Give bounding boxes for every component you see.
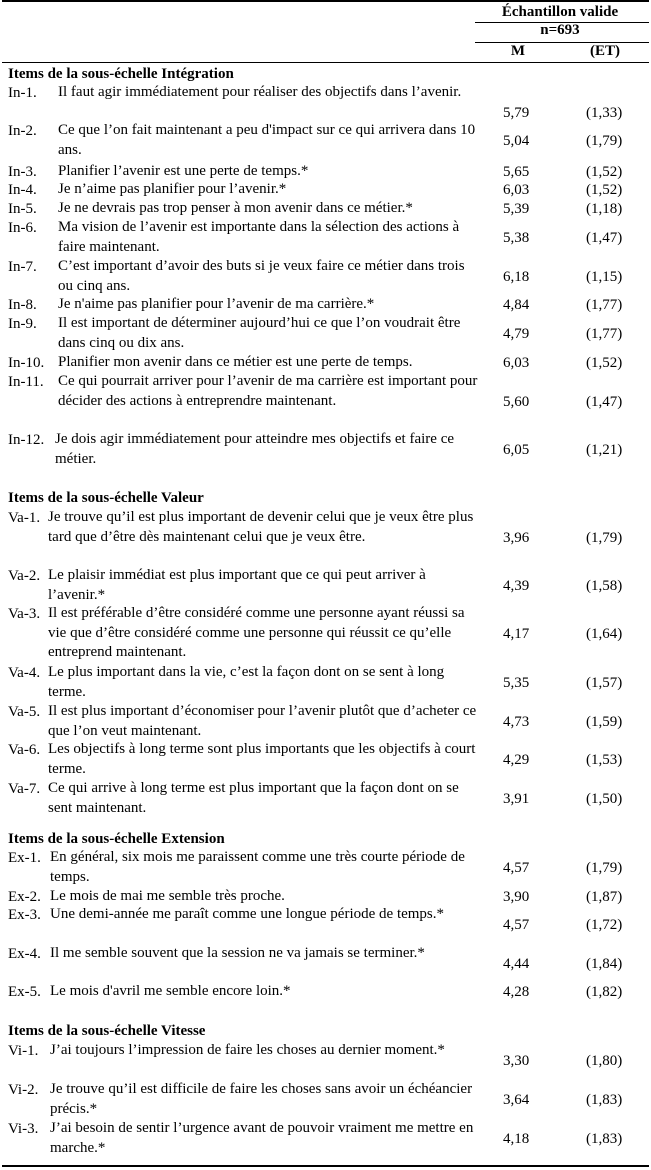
item-mean: 5,60: [503, 393, 530, 410]
item-text: Je n’aime pas planifier pour l’avenir.*: [58, 181, 287, 197]
item-code: In-10.: [8, 355, 45, 371]
item-text: Le plaisir immédiat est plus important que ce qui peut arriver à l’avenir.*: [48, 567, 426, 603]
item-text: C’est important d’avoir des buts si je veux faire ce métier dans trois ou cinq ans.: [58, 258, 465, 294]
item-mean: 4,57: [503, 916, 530, 933]
item-sd: (1,79): [586, 132, 623, 149]
item-mean: 4,18: [503, 1130, 530, 1147]
item-text: Ce qui pourrait arriver pour l’avenir de ma carrière est important pour décider des actions à entreprendre maintenant.: [58, 373, 478, 409]
item-sd: (1,72): [586, 916, 623, 933]
item-mean: 3,30: [503, 1052, 530, 1069]
item-sd: (1,47): [586, 229, 623, 246]
item-text: Il est plus important d’économiser pour l’avenir plutôt que d’acheter ce que l’on veut maintenant.: [48, 703, 477, 739]
item-code: Va-4.: [8, 665, 41, 681]
item-text: Les objectifs à long terme sont plus importants que les objectifs à court terme.: [48, 741, 476, 777]
item-sd: (1,52): [586, 355, 623, 371]
item-mean: 3,96: [503, 529, 530, 546]
item-code: In-8.: [8, 297, 37, 313]
item-code: Vi-1.: [8, 1043, 39, 1059]
item-mean: 4,17: [503, 625, 530, 642]
item-sd: (1,33): [586, 104, 623, 121]
header-sample-size: n=693: [540, 22, 580, 38]
item-sd: (1,82): [586, 984, 623, 1000]
header-bottom-rule: [2, 62, 649, 63]
item-sd: (1,59): [586, 713, 623, 730]
item-code: In-7.: [8, 259, 37, 275]
item-mean: 4,79: [503, 325, 530, 342]
item-sd: (1,18): [586, 201, 623, 217]
item-mean: 5,79: [503, 104, 530, 121]
item-code: Ex-4.: [8, 946, 41, 962]
item-text: Ce que l’on fait maintenant a peu d'impact sur ce qui arrivera dans 10 ans.: [58, 122, 476, 158]
item-text: J’ai besoin de sentir l’urgence avant de pouvoir vraiment me mettre en marche.*: [50, 1120, 474, 1156]
item-code: Va-2.: [8, 568, 41, 584]
section-title: Items de la sous-échelle Intégration: [8, 66, 234, 82]
item-code: Va-1.: [8, 510, 41, 526]
item-mean: 5,65: [503, 164, 530, 180]
item-code: Va-3.: [8, 606, 41, 622]
item-mean: 5,39: [503, 201, 530, 217]
item-sd: (1,84): [586, 955, 623, 972]
item-mean: 6,05: [503, 441, 530, 458]
item-text: Planifier l’avenir est une perte de temps.*: [58, 163, 309, 179]
bottom-rule: [2, 1165, 649, 1167]
item-sd: (1,80): [586, 1052, 623, 1069]
item-code: Va-7.: [8, 781, 41, 797]
item-sd: (1,52): [586, 164, 623, 180]
item-mean: 3,91: [503, 790, 530, 807]
header-col-mean: M: [510, 43, 526, 59]
item-code: In-11.: [8, 374, 44, 390]
item-sd: (1,58): [586, 577, 623, 594]
item-text: Il faut agir immédiatement pour réaliser des objectifs dans l’avenir.: [58, 84, 462, 100]
item-sd: (1,83): [586, 1091, 623, 1108]
item-sd: (1,87): [586, 889, 623, 905]
item-text: Planifier mon avenir dans ce métier est une perte de temps.: [58, 354, 413, 370]
item-text: Le plus important dans la vie, c’est la façon dont on se sent à long terme.: [48, 664, 445, 700]
item-text: Il est préférable d’être considéré comme une personne ayant réussi sa vie que d’être considéré comme une personne qui réussit ce qu’elle entreprend maintenant.: [48, 605, 465, 660]
item-sd: (1,64): [586, 625, 623, 642]
item-sd: (1,53): [586, 751, 623, 768]
item-mean: 4,84: [503, 297, 530, 313]
item-code: Ex-2.: [8, 889, 41, 905]
item-text: Ce qui arrive à long terme est plus important que la façon dont on se sent maintenant.: [48, 780, 459, 816]
item-code: Ex-3.: [8, 907, 41, 923]
item-sd: (1,47): [586, 393, 623, 410]
item-sd: (1,52): [586, 182, 623, 198]
item-code: In-3.: [8, 164, 37, 180]
item-mean: 4,73: [503, 713, 530, 730]
item-sd: (1,15): [586, 268, 623, 285]
item-mean: 4,29: [503, 751, 530, 768]
item-text: Le mois de mai me semble très proche.: [50, 888, 285, 904]
item-sd: (1,83): [586, 1130, 623, 1147]
item-sd: (1,21): [586, 441, 623, 458]
top-rule: [2, 0, 649, 2]
item-sd: (1,77): [586, 325, 623, 342]
section-title: Items de la sous-échelle Vitesse: [8, 1023, 206, 1039]
item-text: Il me semble souvent que la session ne va jamais se terminer.*: [50, 945, 425, 961]
item-mean: 5,35: [503, 674, 530, 691]
item-code: Va-6.: [8, 742, 41, 758]
item-code: Vi-2.: [8, 1082, 39, 1098]
item-text: Je dois agir immédiatement pour atteindre mes objectifs et faire ce métier.: [55, 431, 455, 467]
item-mean: 5,38: [503, 229, 530, 246]
item-mean: 4,28: [503, 984, 530, 1000]
item-code: In-1.: [8, 85, 37, 101]
item-code: Va-5.: [8, 704, 41, 720]
item-mean: 5,04: [503, 132, 530, 149]
item-mean: 4,44: [503, 955, 530, 972]
item-code: In-6.: [8, 220, 37, 236]
item-sd: (1,79): [586, 859, 623, 876]
item-code: In-2.: [8, 123, 37, 139]
item-code: Ex-5.: [8, 984, 41, 1000]
item-code: In-4.: [8, 182, 37, 198]
item-text: Il est important de déterminer aujourd’hui ce que l’on voudrait être dans cinq ou dix ans.: [58, 315, 461, 351]
header-col-sd: (ET): [590, 43, 620, 59]
item-sd: (1,57): [586, 674, 623, 691]
item-text: Je ne devrais pas trop penser à mon avenir dans ce métier.*: [58, 200, 413, 216]
item-text: Une demi-année me paraît comme une longue période de temps.*: [50, 906, 445, 922]
item-code: In-9.: [8, 316, 37, 332]
header-sample-title: Échantillon valide: [501, 4, 619, 20]
section-title: Items de la sous-échelle Valeur: [8, 490, 204, 506]
item-code: In-12.: [8, 432, 45, 448]
item-text: Le mois d'avril me semble encore loin.*: [50, 983, 291, 999]
item-text: Je n'aime pas planifier pour l’avenir de ma carrière.*: [58, 296, 375, 312]
item-mean: 3,90: [503, 889, 530, 905]
item-mean: 3,64: [503, 1091, 530, 1108]
item-text: Ma vision de l’avenir est importante dans la sélection des actions à faire maintenant.: [58, 219, 460, 255]
item-mean: 6,03: [503, 355, 530, 371]
item-code: Vi-3.: [8, 1121, 39, 1137]
item-mean: 6,03: [503, 182, 530, 198]
item-text: En général, six mois me paraissent comme une très courte période de temps.: [50, 849, 465, 885]
item-sd: (1,77): [586, 297, 623, 313]
item-text: Je trouve qu’il est difficile de faire les choses sans avoir un échéancier précis.*: [50, 1081, 473, 1117]
item-mean: 4,39: [503, 577, 530, 594]
item-sd: (1,50): [586, 790, 623, 807]
item-text: J’ai toujours l’impression de faire les choses au dernier moment.*: [50, 1042, 445, 1058]
section-title: Items de la sous-échelle Extension: [8, 831, 225, 847]
item-mean: 6,18: [503, 268, 530, 285]
item-text: Je trouve qu’il est plus important de devenir celui que je veux être plus tard que d’être dès maintenant celui que je veux être.: [48, 509, 474, 545]
item-code: In-5.: [8, 201, 37, 217]
item-code: Ex-1.: [8, 850, 41, 866]
item-sd: (1,79): [586, 529, 623, 546]
item-mean: 4,57: [503, 859, 530, 876]
